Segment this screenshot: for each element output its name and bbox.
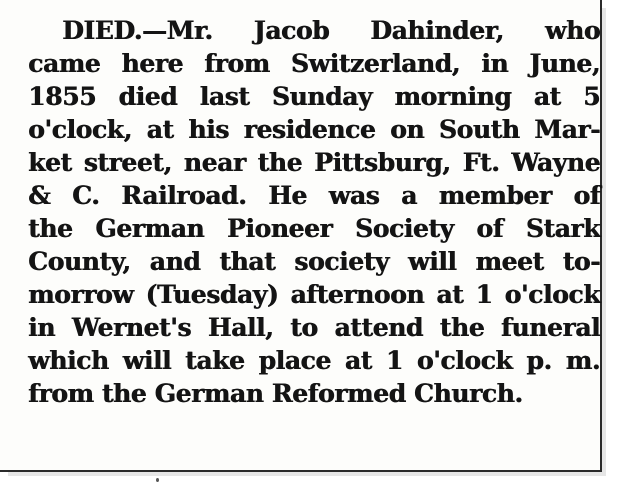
notice-line-5: ket street, near the Pittsburg, Ft. Wayne [28, 148, 600, 177]
notice-line-1: DIED.—Mr. Jacob Dahinder, who [62, 16, 600, 45]
notice-line-7: the German Pioneer Society of Stark [28, 214, 600, 243]
notice-line-3: 1855 died last Sunday morning at 5 [28, 82, 600, 111]
death-notice [28, 14, 600, 410]
notice-line-9: morrow (Tuesday) afternoon at 1 o'clock [28, 280, 600, 309]
notice-line-6: & C. Railroad. He was a member of [28, 181, 600, 210]
notice-line-4: o'clock, at his residence on South Mar- [28, 115, 600, 144]
notice-line-11: which will take place at 1 o'clock p. m. [28, 346, 600, 375]
notice-line-8: County, and that society will meet to- [28, 247, 600, 276]
ink-speck [156, 478, 159, 482]
notice-line-12: from the German Reformed Church. [28, 379, 523, 408]
notice-line-2: came here from Switzerland, in June, [28, 49, 600, 78]
notice-line-10: in Wernet's Hall, to attend the funeral [28, 313, 600, 342]
